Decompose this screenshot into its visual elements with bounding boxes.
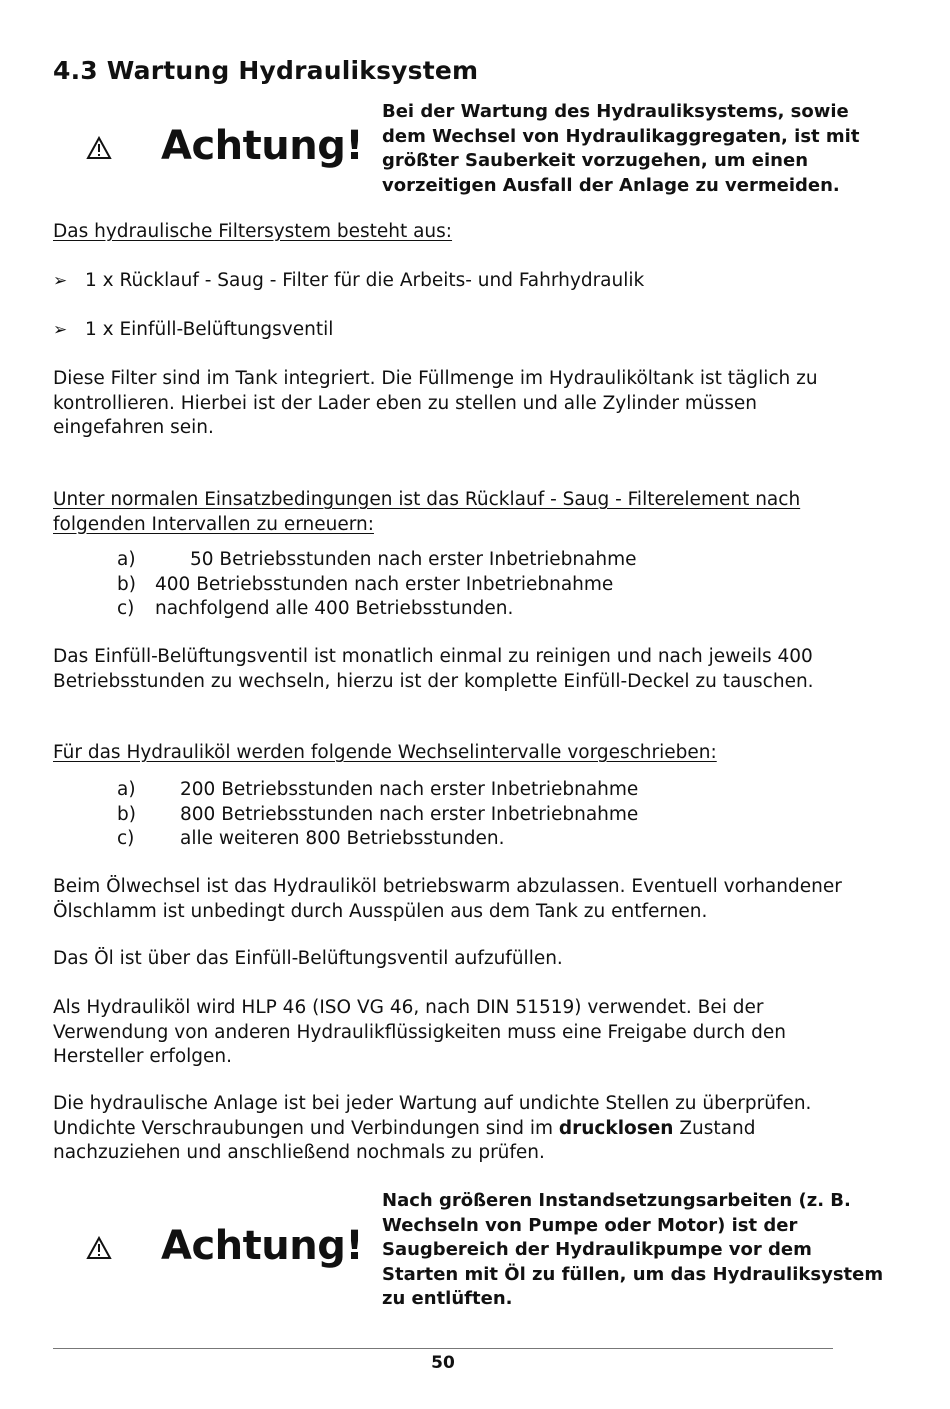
filter-interval-list (117, 548, 817, 622)
arrow-bullet-icon: ➢ (53, 320, 68, 340)
oil-interval-intro: Für das Hydrauliköl werden folgende Wechselintervalle vorgeschrieben: (53, 742, 717, 763)
list-item (53, 269, 873, 294)
oil-change-paragraph: Beim Ölwechsel ist das Hydrauliköl betriebswarm abzulassen. Eventuell vorhandener Ölschlamm ist unbedingt durch Ausspülen aus dem Tank zu entfernen. (53, 876, 842, 922)
warning-title: Achtung! (161, 123, 364, 169)
list-item (53, 318, 873, 343)
oil-interval-list (117, 778, 817, 852)
list-text: alle weiteren 800 Betriebsstunden. (180, 828, 505, 849)
list-item (117, 778, 817, 803)
oil-fill-paragraph: Das Öl ist über das Einfüll-Belüftungsventil aufzufüllen. (53, 948, 563, 969)
oil-type-paragraph: Als Hydrauliköl wird HLP 46 (ISO VG 46, nach DIN 51519) verwendet. Bei der Verwendung von anderen Hydraulikflüssigkeiten muss eine Freigabe durch den Hersteller erfolgen. (53, 997, 786, 1067)
warning-block-bottom (53, 1189, 883, 1314)
warning-triangle-icon (86, 1236, 112, 1260)
list-label: a) (117, 779, 136, 800)
warning-triangle-icon (86, 136, 112, 160)
list-text: nachfolgend alle 400 Betriebsstunden. (155, 598, 514, 619)
leak-text-before: Die hydraulische Anlage ist bei jeder Wartung auf undichte Stellen zu überprüfen. Undichte Verschraubungen und Verbindungen sind im (53, 1093, 812, 1139)
bullet-text: 1 x Rücklauf - Saug - Filter für die Arbeits- und Fahrhydraulik (85, 270, 645, 291)
list-item (117, 827, 817, 852)
list-label: c) (117, 828, 135, 849)
warning-block-top (53, 100, 883, 200)
list-label: b) (117, 573, 136, 595)
valve-paragraph: Das Einfüll-Belüftungsventil ist monatlich einmal zu reinigen und nach jeweils 400 Betriebsstunden zu wechseln, hierzu ist der komplette Einfüll-Deckel zu tauschen. (53, 646, 814, 692)
section-heading: 4.3 Wartung Hydrauliksystem (53, 56, 479, 85)
warning-title: Achtung! (161, 1223, 364, 1269)
arrow-bullet-icon: ➢ (53, 271, 68, 291)
filter-intro: Das hydraulische Filtersystem besteht aus: (53, 221, 453, 242)
footer-divider (53, 1348, 833, 1349)
list-label: b) (117, 803, 136, 825)
filter-paragraph: Diese Filter sind im Tank integriert. Die Füllmenge im Hydrauliköltank ist täglich zu kontrollieren. Hierbei ist der Lader eben zu stellen und alle Zylinder müssen eingefahren sein. (53, 368, 818, 438)
list-label: a) (117, 549, 136, 570)
list-item (117, 597, 817, 622)
list-item (117, 573, 817, 598)
page-number: 50 (431, 1353, 455, 1373)
list-text: 800 Betriebsstunden nach erster Inbetriebnahme (180, 803, 639, 825)
list-item (117, 548, 817, 573)
leak-text-after: Zustand nachzuziehen und anschließend nochmals zu prüfen. (53, 1117, 756, 1163)
warning-text: Nach größeren Instandsetzungsarbeiten (z. B. Wechseln von Pumpe oder Motor) ist der Saugbereich der Hydraulikpumpe vor dem Starten mit Öl zu füllen, um das Hydrauliksystem zu entlüften. (382, 1190, 884, 1309)
filter-interval-intro: Unter normalen Einsatzbedingungen ist das Rücklauf - Saug - Filterelement nach folgenden Intervallen zu erneuern: (53, 489, 801, 535)
list-item (117, 803, 817, 828)
list-text: 200 Betriebsstunden nach erster Inbetriebnahme (180, 779, 639, 800)
list-label: c) (117, 598, 135, 619)
list-text: 50 Betriebsstunden nach erster Inbetriebnahme (190, 549, 637, 570)
list-text: 400 Betriebsstunden nach erster Inbetriebnahme (155, 573, 614, 595)
leak-text-bold: drucklosen (558, 1117, 674, 1139)
warning-text: Bei der Wartung des Hydrauliksystems, sowie dem Wechsel von Hydraulikaggregaten, ist mit größter Sauberkeit vorzugehen, um einen vorzeitigen Ausfall der Anlage zu vermeiden. (382, 101, 860, 196)
bullet-text: 1 x Einfüll-Belüftungsventil (85, 319, 334, 340)
leak-paragraph (53, 1092, 873, 1166)
